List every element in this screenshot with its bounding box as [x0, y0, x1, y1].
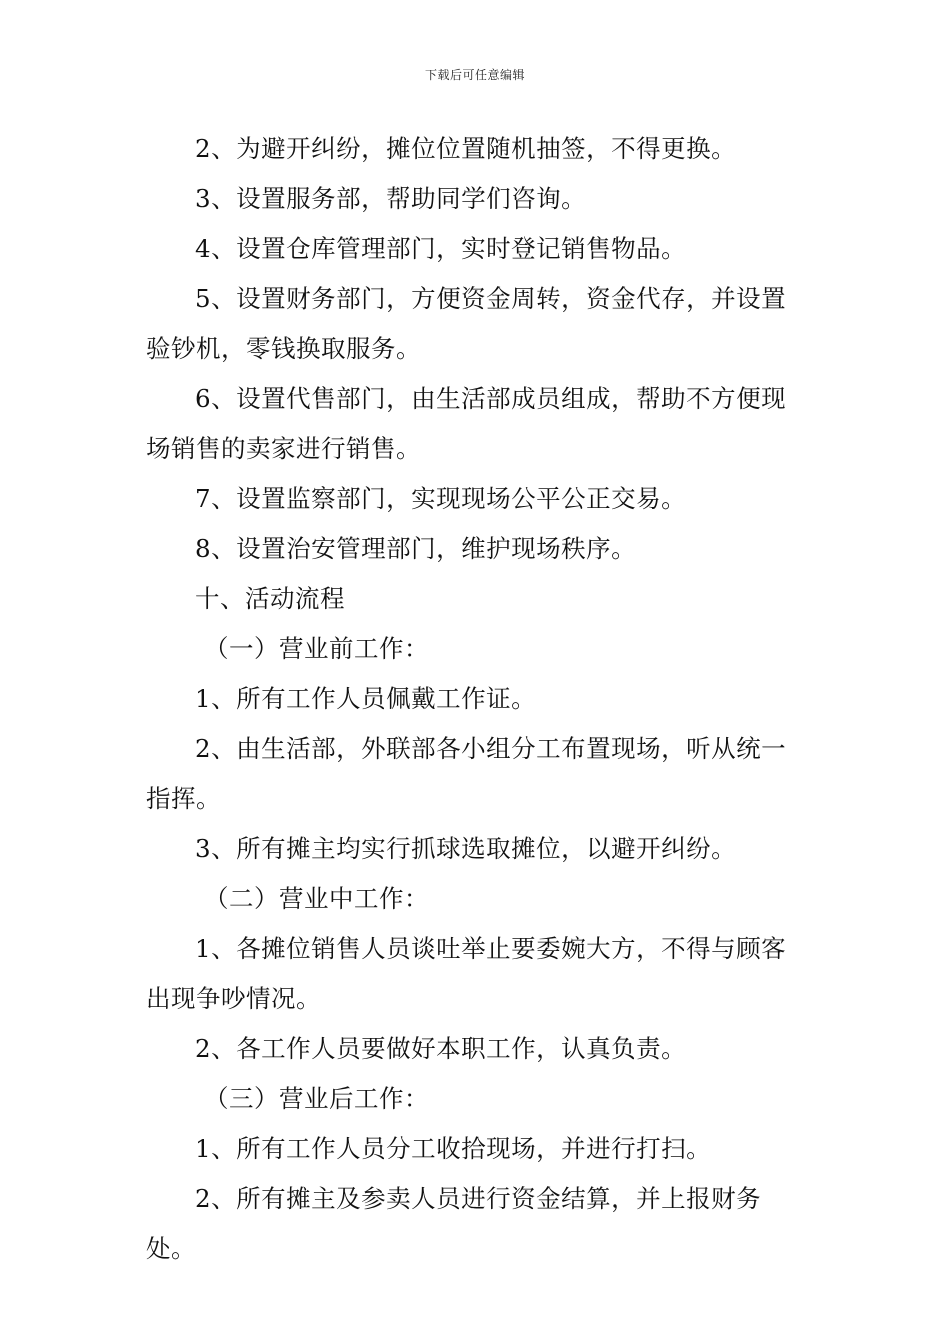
subheading-before-business: （一）营业前工作： [204, 634, 429, 663]
page-header-note: 下载后可任意编辑 [424, 68, 525, 82]
paragraph-after-1: 1、所有工作人员分工收拾现场，并进行打扫。 [195, 1134, 712, 1163]
paragraph-item-8-security: 8、设置治安管理部门，维护现场秩序。 [195, 534, 637, 563]
paragraph-item-2-lottery: 2、为避开纠纷，摊位位置随机抽签，不得更换。 [195, 134, 737, 163]
paragraph-before-3: 3、所有摊主均实行抓球选取摊位，以避开纠纷。 [195, 834, 737, 863]
subheading-after-business: （三）营业后工作： [204, 1084, 429, 1113]
paragraph-during-2: 2、各工作人员要做好本职工作，认真负责。 [195, 1034, 687, 1063]
paragraph-item-4-warehouse: 4、设置仓库管理部门，实时登记销售物品。 [195, 234, 687, 263]
paragraph-during-1: 1、各摊位销售人员谈吐举止要委婉大方，不得与顾客出现争吵情况。 [146, 934, 787, 1013]
paragraph-before-2: 2、由生活部，外联部各小组分工布置现场，听从统一指挥。 [146, 734, 787, 813]
paragraph-item-7-supervision: 7、设置监察部门，实现现场公平公正交易。 [195, 484, 687, 513]
section-heading-activity-flow: 十、活动流程 [195, 584, 345, 613]
paragraph-item-3-service: 3、设置服务部，帮助同学们咨询。 [195, 184, 587, 213]
paragraph-item-5-finance: 5、设置财务部门，方便资金周转，资金代存，并设置验钞机，零钱换取服务。 [146, 284, 787, 363]
document-body [146, 124, 810, 1274]
subheading-during-business: （二）营业中工作： [204, 884, 429, 913]
paragraph-after-2: 2、所有摊主及参卖人员进行资金结算，并上报财务处。 [146, 1184, 762, 1263]
paragraph-item-6-consignment: 6、设置代售部门，由生活部成员组成，帮助不方便现场销售的卖家进行销售。 [146, 384, 787, 463]
paragraph-before-1: 1、所有工作人员佩戴工作证。 [195, 684, 537, 713]
